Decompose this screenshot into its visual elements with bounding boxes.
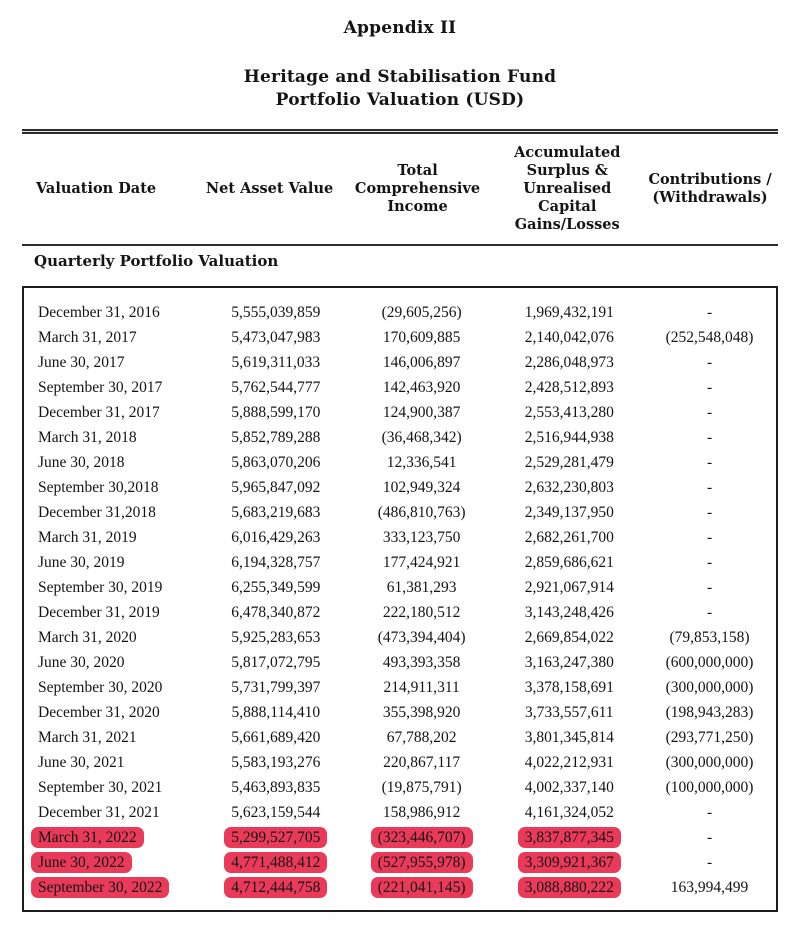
cell-accumulated-surplus: 2,682,261,700 <box>524 529 614 546</box>
table-row <box>24 775 776 800</box>
column-header-contributions-withdrawals: Contributions / (Withdrawals) <box>648 171 772 206</box>
cell-accumulated-surplus: 2,140,042,076 <box>524 329 614 346</box>
table-row <box>24 850 776 875</box>
cell-valuation-date: March 31, 2020 <box>38 629 137 646</box>
cell-accumulated-surplus: 2,529,281,479 <box>524 454 614 471</box>
cell-valuation-date: December 31,2018 <box>38 504 156 521</box>
valuation-table <box>24 300 776 900</box>
cell-net-asset-value: 5,888,114,410 <box>231 704 321 721</box>
table-row <box>24 500 776 525</box>
cell-net-asset-value: 5,661,689,420 <box>231 729 321 746</box>
cell-accumulated-surplus: 2,516,944,938 <box>524 429 614 446</box>
cell-contributions-withdrawals: (300,000,000) <box>665 679 754 696</box>
cell-accumulated-surplus: 3,801,345,814 <box>524 729 614 746</box>
table-row <box>24 725 776 750</box>
cell-accumulated-surplus: 2,553,413,280 <box>524 404 614 421</box>
cell-contributions-withdrawals: (79,853,158) <box>669 629 750 646</box>
cell-net-asset-value: 5,863,070,206 <box>231 454 321 471</box>
cell-accumulated-surplus: 2,669,854,022 <box>524 629 614 646</box>
cell-contributions-withdrawals: - <box>706 529 713 546</box>
cell-total-comprehensive-income: (473,394,404) <box>377 629 466 646</box>
cell-valuation-date: June 30, 2019 <box>38 554 125 571</box>
cell-valuation-date: March 31, 2021 <box>38 729 137 746</box>
header-bottom-rule <box>22 244 778 246</box>
column-header-row <box>22 140 778 238</box>
cell-contributions-withdrawals: 163,994,499 <box>670 879 749 896</box>
cell-contributions-withdrawals: (198,943,283) <box>665 704 754 721</box>
cell-total-comprehensive-income: (221,041,145) <box>348 875 496 900</box>
cell-net-asset-value: 6,016,429,263 <box>231 529 321 546</box>
cell-total-comprehensive-income: 142,463,920 <box>382 379 461 396</box>
cell-net-asset-value: 5,817,072,795 <box>231 654 321 671</box>
cell-valuation-date: June 30, 2021 <box>38 754 125 771</box>
document-title-line2: Portfolio Valuation (USD) <box>275 90 525 110</box>
cell-net-asset-value: 5,473,047,983 <box>231 329 321 346</box>
cell-valuation-date: September 30, 2019 <box>38 579 163 596</box>
cell-total-comprehensive-income: 12,336,541 <box>386 454 457 471</box>
cell-net-asset-value: 6,255,349,599 <box>231 579 321 596</box>
cell-accumulated-surplus: 2,859,686,621 <box>524 554 614 571</box>
cell-valuation-date: March 31, 2018 <box>38 429 137 446</box>
table-row <box>24 700 776 725</box>
cell-valuation-date: March 31, 2019 <box>38 529 137 546</box>
cell-accumulated-surplus: 3,378,158,691 <box>524 679 614 696</box>
cell-contributions-withdrawals: (600,000,000) <box>665 654 754 671</box>
cell-accumulated-surplus: 2,286,048,973 <box>524 354 614 371</box>
cell-valuation-date: December 31, 2016 <box>38 304 160 321</box>
cell-net-asset-value: 4,771,488,412 <box>204 850 348 875</box>
column-header-accumulated-surplus: Accumulated Surplus & Unrealised Capital Gains/Losses <box>514 144 621 233</box>
cell-total-comprehensive-income: 124,900,387 <box>382 404 461 421</box>
table-row <box>24 675 776 700</box>
cell-total-comprehensive-income: 170,609,885 <box>382 329 461 346</box>
cell-total-comprehensive-income: 222,180,512 <box>382 604 461 621</box>
cell-accumulated-surplus: 3,733,557,611 <box>524 704 614 721</box>
top-double-rule <box>22 129 778 134</box>
cell-accumulated-surplus: 2,921,067,914 <box>524 579 614 596</box>
cell-total-comprehensive-income: 177,424,921 <box>382 554 461 571</box>
cell-total-comprehensive-income: (36,468,342) <box>381 429 462 446</box>
cell-total-comprehensive-income: 158,986,912 <box>382 804 461 821</box>
cell-total-comprehensive-income: 102,949,324 <box>382 479 461 496</box>
table-row <box>24 475 776 500</box>
cell-total-comprehensive-income: 355,398,920 <box>382 704 461 721</box>
cell-valuation-date: December 31, 2020 <box>38 704 160 721</box>
cell-total-comprehensive-income: 333,123,750 <box>382 529 461 546</box>
cell-net-asset-value: 6,478,340,872 <box>231 604 321 621</box>
table-row <box>24 325 776 350</box>
cell-valuation-date: September 30,2018 <box>38 479 159 496</box>
cell-valuation-date: September 30, 2020 <box>38 679 163 696</box>
cell-total-comprehensive-income: (19,875,791) <box>381 779 462 796</box>
cell-contributions-withdrawals: - <box>706 504 713 521</box>
cell-net-asset-value: 4,712,444,758 <box>204 875 348 900</box>
cell-valuation-date: December 31, 2017 <box>38 404 160 421</box>
cell-total-comprehensive-income: (29,605,256) <box>381 304 462 321</box>
cell-net-asset-value: 5,852,789,288 <box>231 429 321 446</box>
table-row <box>24 375 776 400</box>
valuation-table-box <box>22 286 778 912</box>
cell-accumulated-surplus: 4,022,212,931 <box>524 754 614 771</box>
cell-net-asset-value: 5,888,599,170 <box>231 404 321 421</box>
cell-total-comprehensive-income: (323,446,707) <box>348 825 496 850</box>
cell-accumulated-surplus: 2,632,230,803 <box>524 479 614 496</box>
cell-valuation-date: June 30, 2017 <box>38 354 125 371</box>
cell-total-comprehensive-income: 214,911,311 <box>383 679 460 696</box>
cell-accumulated-surplus: 3,163,247,380 <box>524 654 614 671</box>
table-row <box>24 625 776 650</box>
cell-valuation-date: September 30, 2017 <box>38 379 163 396</box>
cell-contributions-withdrawals: (300,000,000) <box>665 754 754 771</box>
cell-net-asset-value: 5,762,544,777 <box>231 379 321 396</box>
cell-contributions-withdrawals: - <box>706 854 713 871</box>
cell-contributions-withdrawals: - <box>706 829 713 846</box>
cell-contributions-withdrawals: - <box>706 579 713 596</box>
cell-accumulated-surplus: 2,428,512,893 <box>524 379 614 396</box>
cell-valuation-date: March 31, 2022 <box>24 825 204 850</box>
cell-contributions-withdrawals: - <box>706 604 713 621</box>
cell-valuation-date: June 30, 2018 <box>38 454 125 471</box>
table-row <box>24 400 776 425</box>
cell-total-comprehensive-income: 61,381,293 <box>386 579 457 596</box>
cell-net-asset-value: 5,925,283,653 <box>231 629 321 646</box>
cell-total-comprehensive-income: 493,393,358 <box>382 654 461 671</box>
cell-accumulated-surplus: 1,969,432,191 <box>524 304 614 321</box>
table-row <box>24 550 776 575</box>
cell-net-asset-value: 5,619,311,033 <box>231 354 321 371</box>
cell-contributions-withdrawals: (293,771,250) <box>665 729 754 746</box>
cell-accumulated-surplus: 3,143,248,426 <box>524 604 614 621</box>
cell-accumulated-surplus: 4,161,324,052 <box>524 804 614 821</box>
cell-net-asset-value: 5,683,219,683 <box>231 504 321 521</box>
table-row <box>24 350 776 375</box>
cell-valuation-date: June 30, 2022 <box>24 850 204 875</box>
cell-accumulated-surplus: 3,088,880,222 <box>495 875 643 900</box>
table-row <box>24 750 776 775</box>
cell-contributions-withdrawals: - <box>706 804 713 821</box>
cell-contributions-withdrawals: - <box>706 554 713 571</box>
table-row <box>24 575 776 600</box>
cell-contributions-withdrawals: - <box>706 304 713 321</box>
table-row <box>24 525 776 550</box>
cell-valuation-date: September 30, 2021 <box>38 779 163 796</box>
cell-valuation-date: June 30, 2020 <box>38 654 125 671</box>
cell-net-asset-value: 5,623,159,544 <box>231 804 321 821</box>
cell-contributions-withdrawals: - <box>706 454 713 471</box>
cell-net-asset-value: 6,194,328,757 <box>231 554 321 571</box>
cell-valuation-date: September 30, 2022 <box>24 875 204 900</box>
column-header-total-comprehensive-income: Total Comprehensive Income <box>354 162 481 215</box>
cell-valuation-date: March 31, 2017 <box>38 329 137 346</box>
document-title <box>22 66 778 112</box>
column-header-net-asset-value: Net Asset Value <box>205 180 334 197</box>
cell-net-asset-value: 5,463,893,835 <box>231 779 321 796</box>
cell-total-comprehensive-income: (527,955,978) <box>348 850 496 875</box>
cell-net-asset-value: 5,555,039,859 <box>231 304 321 321</box>
cell-contributions-withdrawals: (252,548,048) <box>665 329 754 346</box>
cell-valuation-date: December 31, 2021 <box>38 804 160 821</box>
appendix-title: Appendix II <box>343 18 457 38</box>
cell-total-comprehensive-income: 220,867,117 <box>383 754 461 771</box>
cell-accumulated-surplus: 3,309,921,367 <box>495 850 643 875</box>
cell-net-asset-value: 5,731,799,397 <box>231 679 321 696</box>
cell-total-comprehensive-income: 146,006,897 <box>382 354 461 371</box>
section-title: Quarterly Portfolio Valuation <box>34 252 279 270</box>
table-row <box>24 650 776 675</box>
cell-accumulated-surplus: 4,002,337,140 <box>524 779 614 796</box>
cell-accumulated-surplus: 3,837,877,345 <box>495 825 643 850</box>
cell-accumulated-surplus: 2,349,137,950 <box>524 504 614 521</box>
cell-net-asset-value: 5,583,193,276 <box>231 754 321 771</box>
table-row <box>24 425 776 450</box>
document-title-line1: Heritage and Stabilisation Fund <box>243 67 557 87</box>
column-header-valuation-date: Valuation Date <box>36 180 157 197</box>
cell-contributions-withdrawals: - <box>706 479 713 496</box>
table-row <box>24 450 776 475</box>
cell-total-comprehensive-income: 67,788,202 <box>386 729 457 746</box>
cell-net-asset-value: 5,299,527,705 <box>204 825 348 850</box>
cell-contributions-withdrawals: (100,000,000) <box>665 779 754 796</box>
table-row <box>24 600 776 625</box>
table-row <box>24 825 776 850</box>
cell-contributions-withdrawals: - <box>706 404 713 421</box>
cell-total-comprehensive-income: (486,810,763) <box>377 504 466 521</box>
cell-contributions-withdrawals: - <box>706 354 713 371</box>
table-row <box>24 300 776 325</box>
table-row <box>24 800 776 825</box>
cell-valuation-date: December 31, 2019 <box>38 604 160 621</box>
cell-net-asset-value: 5,965,847,092 <box>231 479 321 496</box>
table-body <box>24 300 776 900</box>
cell-contributions-withdrawals: - <box>706 379 713 396</box>
cell-contributions-withdrawals: - <box>706 429 713 446</box>
table-row <box>24 875 776 900</box>
